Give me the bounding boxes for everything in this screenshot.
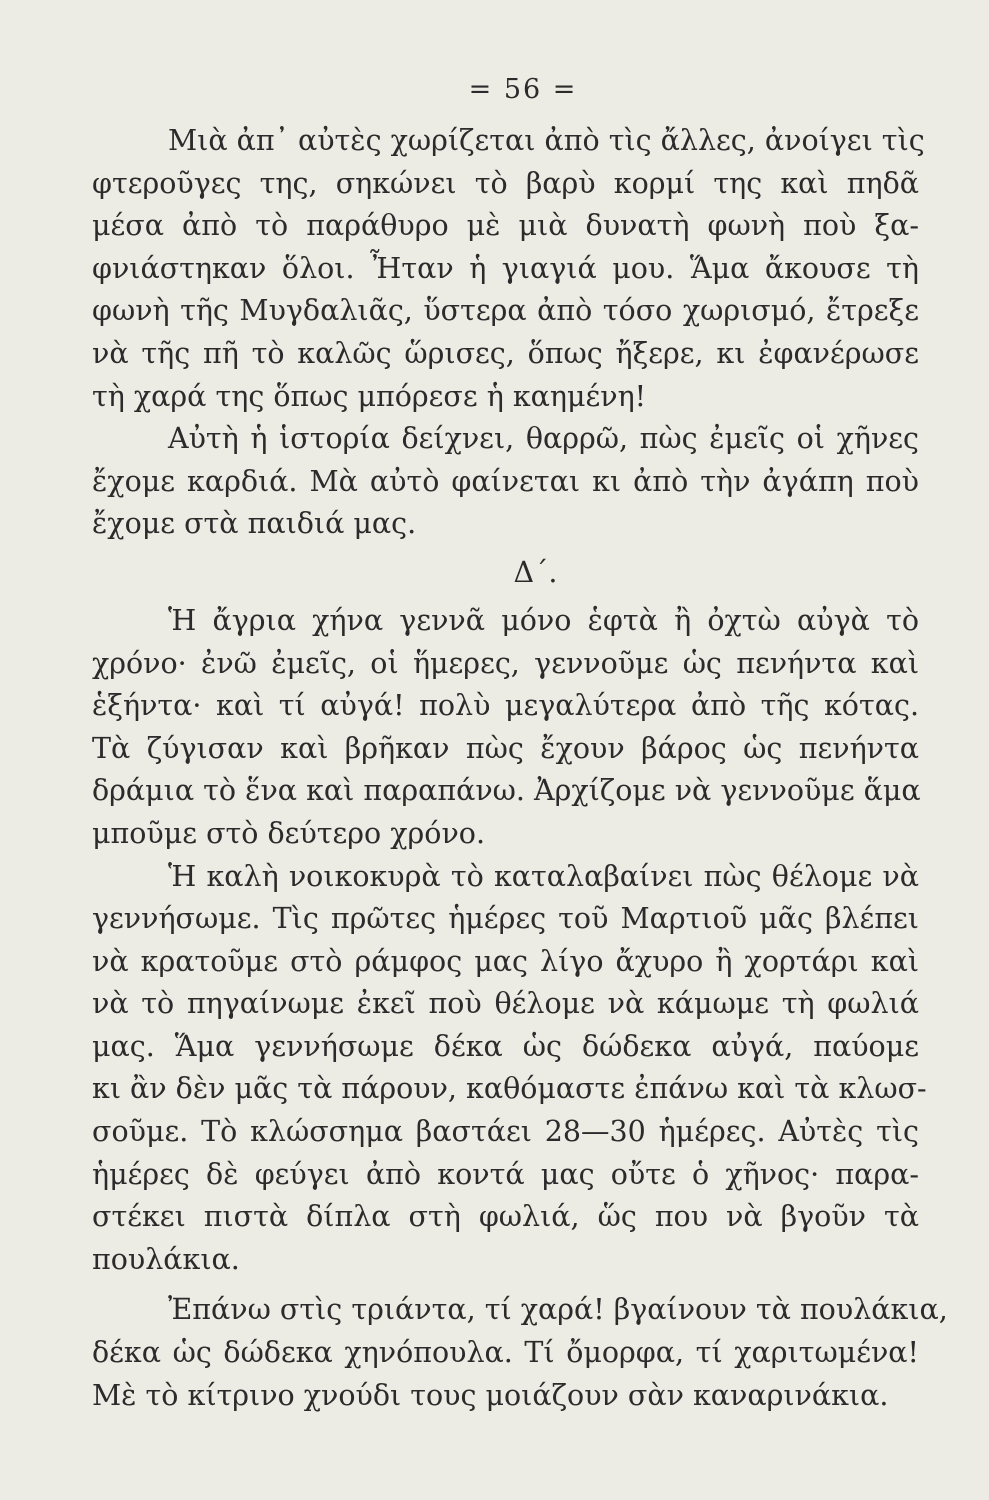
paragraph [92,1289,948,1417]
text-line: Ἐπάνω στὶς τριάντα, τί χαρά! βγαίνουν τὰ πουλάκια, [168,1293,948,1327]
paragraph-gap [92,1281,919,1289]
text-line: ἔχομε καρδιά. Μὰ αὐτὸ φαίνεται κι ἀπὸ τὴν ἀγάπη ποὺ [92,464,919,498]
text-line: ἔχομε στὰ παιδιά μας. [92,507,417,541]
text-line: Τὰ ζύγισαν καὶ βρῆκαν πὼς ἔχουν βάρος ὡς πενήντα [92,731,919,765]
paragraph [92,120,925,418]
text-line: κι ἂν δὲν μᾶς τὰ πάρουν, καθόμαστε ἐπάνω καὶ τὰ κλωσ- [92,1072,927,1106]
text-line: γεννήσωμε. Τὶς πρῶτες ἡμέρες τοῦ Μαρτιοῦ μᾶς βλέπει [92,902,919,936]
text-line: νὰ τῆς πῆ τὸ καλῶς ὥρισες, ὅπως ἤξερε, κι ἐφανέρωσε [92,336,919,370]
paragraph [92,418,919,546]
text-line: Ἡ ἄγρια χήνα γεννᾶ μόνο ἑφτὰ ἢ ὀχτὼ αὐγὰ τὸ [168,603,919,637]
page-number: = 56 = [468,74,578,105]
section-heading: Δ΄. [513,555,558,589]
text-line: δέκα ὡς δώδεκα χηνόπουλα. Τί ὄμορφα, τί χαριτωμένα! [92,1336,919,1370]
text-line: νὰ κρατοῦμε στὸ ράμφος μας λίγο ἄχυρο ἢ χορτάρι καὶ [92,944,919,978]
paragraph [92,600,919,856]
paragraph [92,856,927,1282]
text-line: στέκει πιστὰ δίπλα στὴ φωλιά, ὥς που νὰ βγοῦν τὰ [92,1200,919,1234]
text-line: δράμια τὸ ἕνα καὶ παραπάνω. Ἀρχίζομε νὰ γεννοῦμε ἅμα [92,774,921,808]
text-line: Μὲ τὸ κίτρινο χνούδι τους μοιάζουν σὰν καναρινάκια. [92,1378,889,1412]
text-line: χρόνο· ἐνῶ ἐμεῖς, οἱ ἥμερες, γεννοῦμε ὡς πενήντα καὶ [92,646,919,680]
text-line: σοῦμε. Τὸ κλώσσημα βαστάει 28—30 ἡμέρες. Αὐτὲς τὶς [92,1115,919,1149]
text-line: Ἡ καλὴ νοικοκυρὰ τὸ καταλαβαίνει πὼς θέλομε νὰ [168,859,919,893]
text-line: νὰ τὸ πηγαίνωμε ἐκεῖ ποὺ θέλομε νὰ κάμωμε τὴ φωλιά [92,987,919,1021]
text-line: φωνὴ τῆς Μυγδαλιᾶς, ὕστερα ἀπὸ τόσο χωρισμό, ἔτρεξε [92,294,919,328]
text-line: Μιὰ ἀπ᾽ αὐτὲς χωρίζεται ἀπὸ τὶς ἄλλες, ἀνοίγει τὶς [168,124,925,157]
text-line: φνιάστηκαν ὅλοι. Ἦταν ἡ γιαγιά μου. Ἅμα ἄκουσε τὴ [92,251,919,285]
text-line: πουλάκια. [92,1242,240,1276]
text-line: φτεροῦγες της, σηκώνει τὸ βαρὺ κορμί της καὶ πηδᾶ [92,166,919,200]
text-line: τὴ χαρά της ὅπως μπόρεσε ἡ καημένη! [92,379,647,413]
text-line: ἑξήντα· καὶ τί αὐγά! πολὺ μεγαλύτερα ἀπὸ τῆς κότας. [92,689,919,723]
text-line: μας. Ἅμα γεννήσωμε δέκα ὡς δώδεκα αὐγά, παύομε [92,1029,919,1063]
text-line: ἡμέρες δὲ φεύγει ἀπὸ κοντά μας οὔτε ὁ χῆνος· παρα- [92,1157,919,1191]
text-line: μποῦμε στὸ δεύτερο χρόνο. [92,816,486,850]
text-line: Αὐτὴ ἡ ἱστορία δείχνει, θαρρῶ, πὼς ἐμεῖς οἱ χῆνες [168,422,919,456]
text-line: μέσα ἀπὸ τὸ παράθυρο μὲ μιὰ δυνατὴ φωνὴ ποὺ ξα- [92,209,919,243]
